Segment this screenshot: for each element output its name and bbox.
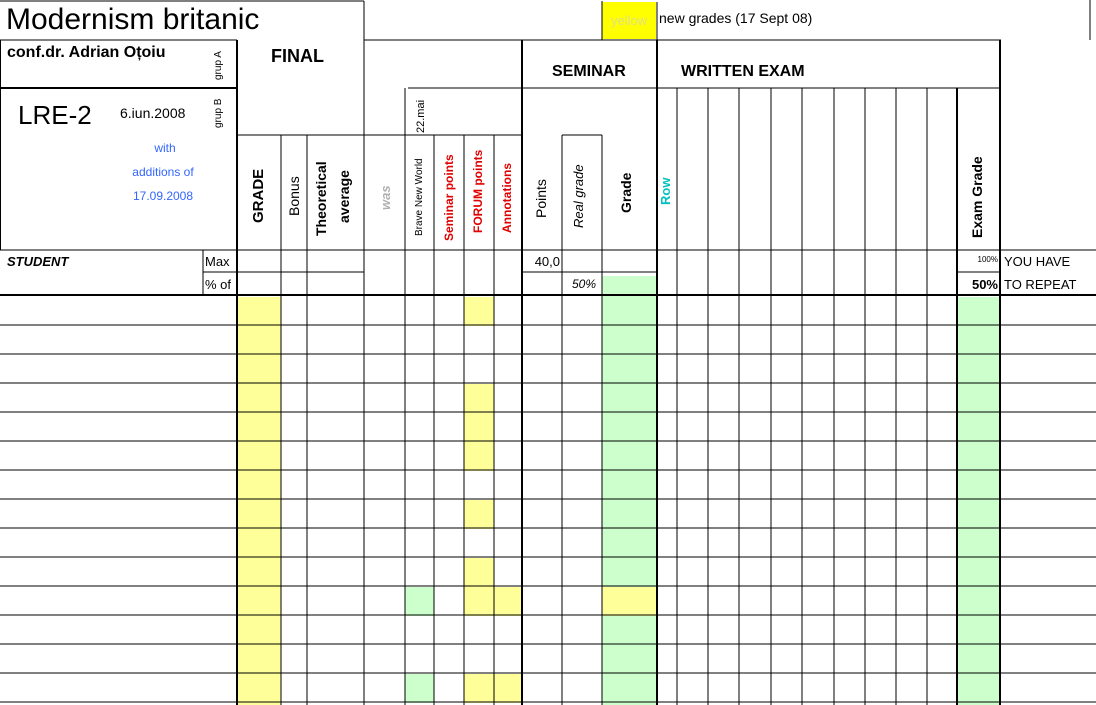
max-points: 40,0 — [534, 254, 560, 269]
exam-date: 6.iun.2008 — [120, 105, 186, 121]
grup-b-label: grup B — [213, 98, 224, 128]
col-real-grade: Real grade — [571, 164, 586, 228]
teacher-name: conf.dr. Adrian Oțoiu — [7, 44, 166, 61]
col-was: was — [378, 185, 393, 210]
grup-a-label: grup A — [213, 51, 224, 80]
additions-line-2: additions of — [132, 165, 194, 179]
col-grade-seminar: Grade — [618, 172, 634, 213]
col-exam-grade: Exam Grade — [969, 156, 985, 238]
seminar-label: SEMINAR — [552, 63, 626, 80]
group-code: LRE-2 — [18, 100, 92, 130]
legend-text: new grades (17 Sept 08) — [659, 10, 813, 26]
col-theoretical: Theoretical — [313, 161, 329, 236]
repeat-header-1: YOU HAVE — [1004, 254, 1071, 269]
max-label: Max — [205, 254, 230, 269]
col-average: average — [336, 170, 352, 223]
col-row: Row — [658, 177, 673, 205]
exam-grade-pct-top: 100% — [977, 255, 998, 264]
col-forum-points: FORUM points — [471, 149, 485, 233]
col-points: Points — [533, 179, 549, 218]
additions-line-1: with — [154, 141, 176, 155]
course-title: Modernism britanic — [6, 3, 260, 36]
date-22-mai: 22.mai — [415, 99, 427, 133]
real-grade-pct: 50% — [571, 277, 596, 291]
additions-line-3: 17.09.2008 — [132, 189, 194, 203]
col-brave-new-world: Brave New World — [414, 158, 425, 236]
student-label: STUDENT — [7, 254, 69, 269]
col-grade: GRADE — [250, 168, 267, 223]
pct-of-label: % of — [205, 277, 232, 292]
col-annotations: Annotations — [500, 163, 514, 233]
written-exam-label: WRITTEN EXAM — [681, 63, 805, 80]
repeat-header-2: TO REPEAT — [1004, 277, 1077, 292]
exam-grade-pct: 50% — [971, 277, 998, 292]
col-seminar-points: Seminar points — [442, 154, 456, 241]
col-bonus: Bonus — [286, 176, 302, 216]
legend-swatch: yellow — [602, 2, 656, 39]
final-label: FINAL — [271, 46, 324, 66]
